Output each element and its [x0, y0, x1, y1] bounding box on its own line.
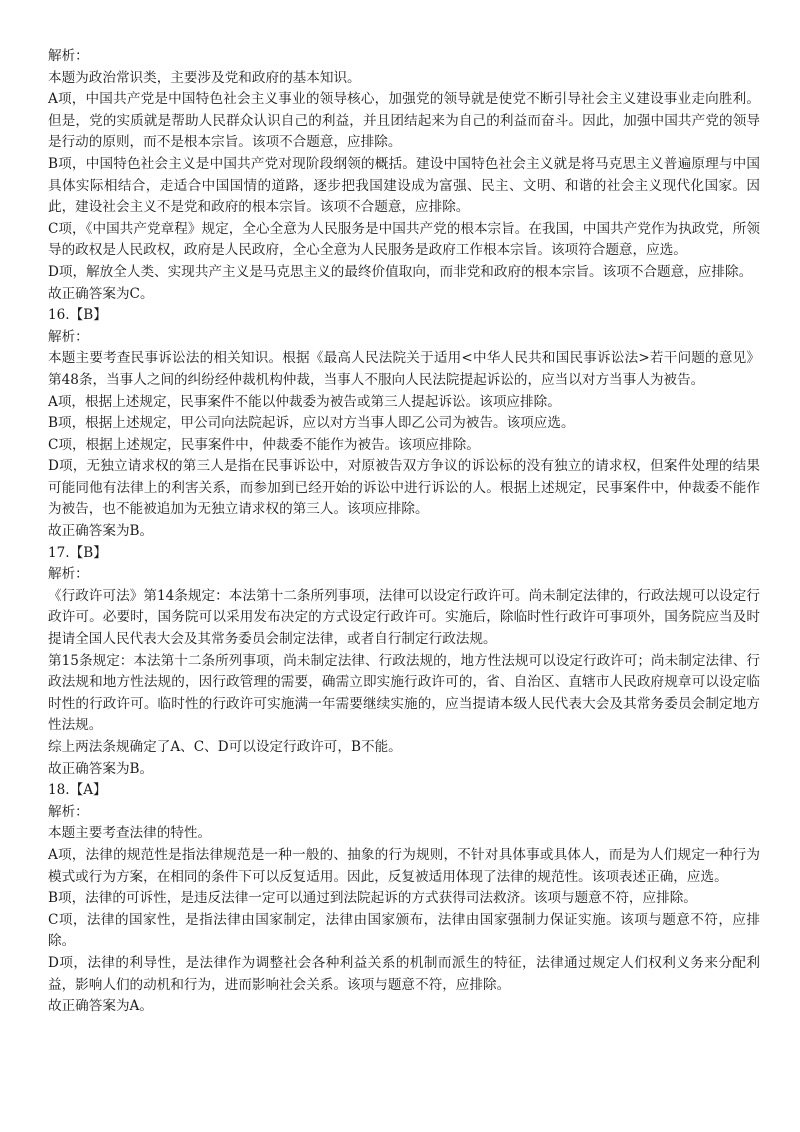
paragraph: B项，根据上述规定，甲公司向法院起诉，应以对方当事人即乙公司为被告。该项应选。	[48, 415, 575, 432]
answer-line: 故正确答案为B。	[48, 760, 154, 777]
paragraph: 《行政许可法》第14条规定：本法第十二条所列事项，法律可以设定行政许可。尚未制定法律的，行政法规可以设定行政许可。必要时，国务院可以采用发布决定的方式设定行政许可。实施后，除临时性行政许可事项外，国务院应当及时提请全国人民代表大会及其常务委员会制定法律，或者自行制定行政法规。	[48, 587, 760, 648]
answer-line: 故正确答案为A。	[48, 998, 153, 1015]
paragraph: A项，中国共产党是中国特色社会主义事业的领导核心，加强党的领导就是使党不断引导社会主义建设事业走向胜利。但是，党的实质就是帮助人民群众认识自己的利益，并且团结起来为自己的利益而奋斗。因此，加强中国共产党的领导是行动的原则，而不是根本宗旨。该项不合题意，应排除。	[48, 91, 760, 151]
paragraph: B项，中国特色社会主义是中国共产党对现阶段纲领的概括。建设中国特色社会主义就是将马克思主义普遍原理与中国具体实际相结合，走适合中国国情的道路，逐步把我国建设成为富强、民主、文明、和谐的社会主义现代化国家。因此，建设社会主义不是党和政府的根本宗旨。该项不合题意，应排除。	[48, 155, 760, 216]
answer-line: 故正确答案为B。	[48, 523, 154, 540]
paragraph: 解析：	[48, 803, 89, 820]
paragraph: 本题为政治常识类，主要涉及党和政府的基本知识。	[48, 69, 361, 86]
paragraph: 解析：	[48, 328, 89, 345]
question-heading: 16.【B】	[48, 307, 107, 324]
paragraph: D项，解放全人类、实现共产主义是马克思主义的最终价值取向，而非党和政府的根本宗旨。该项不合题意，应排除。	[48, 263, 753, 280]
answer-line: 故正确答案为C。	[48, 285, 154, 302]
question-heading: 17.【B】	[48, 544, 107, 561]
paragraph: 第15条规定：本法第十二条所列事项，尚未制定法律、行政法规的，地方性法规可以设定行政许可；尚未制定法律、行政法规和地方性法规的，因行政管理的需要，确需立即实施行政许可的，省、自治区、直辖市人民政府规章可以设定临时性的行政许可。临时性的行政许可实施满一年需要继续实施的，应当提请本级人民代表大会及其常务委员会制定地方性法规。	[48, 652, 760, 734]
paragraph: 解析：	[48, 566, 89, 583]
document-page	[48, 46, 760, 1018]
question-heading: 18.【A】	[48, 782, 107, 799]
paragraph: A项，法律的规范性是指法律规范是一种一般的、抽象的行为规则，不针对具体事或具体人，而是为人们规定一种行为模式或行为方案，在相同的条件下可以反复适用。因此，反复被适用体现了法律的规范性。该项表述正确，应选。	[48, 846, 760, 885]
paragraph: D项，无独立请求权的第三人是指在民事诉讼中，对原被告双方争议的诉讼标的没有独立的请求权，但案件处理的结果可能同他有法律上的利害关系，而参加到已经开始的诉讼中进行诉讼的人。根据上述规定，民事案件中，仲裁委不能作为被告，也不能被追加为无独立请求权的第三人。该项应排除。	[48, 458, 760, 518]
paragraph: D项，法律的利导性，是法律作为调整社会各种利益关系的机制而派生的特征，法律通过规定人们权利义务来分配利益，影响人们的动机和行为，进而影响社会关系。该项与题意不符，应排除。	[48, 954, 760, 993]
paragraph: 本题主要考查民事诉讼法的相关知识。根据《最高人民法院关于适用<中华人民共和国民事诉讼法>若干问题的意见》第48条，当事人之间的纠纷经仲裁机构仲裁，当事人不服向人民法院提起诉讼的，应当以对方当事人为被告。	[48, 350, 760, 388]
paragraph: A项，根据上述规定，民事案件不能以仲裁委为被告或第三人提起诉讼。该项应排除。	[48, 393, 561, 410]
paragraph: 本题主要考查法律的特性。	[48, 825, 212, 842]
paragraph: 综上两法条规确定了A、C、D可以设定行政许可，B不能。	[48, 739, 402, 755]
paragraph: C项，《中国共产党章程》规定，全心全意为人民服务是中国共产党的根本宗旨。在我国，中国共产党作为执政党，所领导的政权是人民政权，政府是人民政府，全心全意为人民服务是政府工作根本宗旨。该项符合题意，应选。	[48, 220, 760, 259]
paragraph: C项，根据上述规定，民事案件中，仲裁委不能作为被告。该项应排除。	[48, 436, 480, 453]
paragraph: C项，法律的国家性，是指法律由国家制定，法律由国家颁布，法律由国家强制力保证实施。该项与题意不符，应排除。	[48, 911, 760, 950]
paragraph: B项，法律的可诉性，是违反法律一定可以通过到法院起诉的方式获得司法救济。该项与题意不符，应排除。	[48, 890, 697, 907]
paragraph: 解析：	[48, 48, 89, 64]
